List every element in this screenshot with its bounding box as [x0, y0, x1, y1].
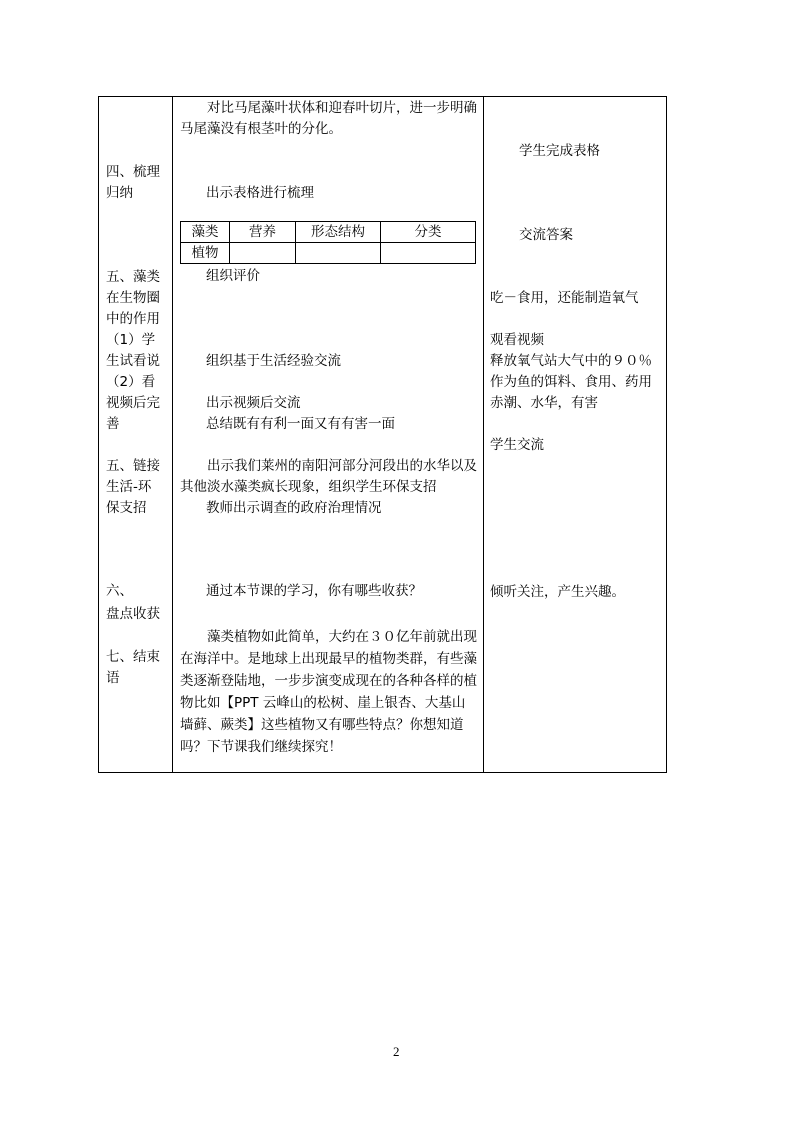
section-5-line-8: 善	[106, 416, 120, 432]
summary-header-classification: 分类	[381, 222, 476, 243]
gains-question-text: 通过本节课的学习，你有哪些收获？	[206, 583, 422, 599]
page-number: 2	[393, 1044, 400, 1059]
summary-row-header-2: 植物	[181, 243, 230, 264]
uses-text: 作为鱼的饵料、食用、药用	[490, 374, 652, 390]
column-divider-1	[172, 96, 173, 773]
section-5b-line-1: 五、链接	[106, 458, 160, 474]
organize-evaluation-text: 组织评价	[206, 268, 260, 284]
show-table-text: 出示表格进行梳理	[206, 185, 314, 201]
section-5-line-4: （1）学	[106, 332, 156, 348]
summary-cell	[381, 243, 476, 264]
section-6-line-1: 六、	[106, 583, 133, 599]
section-5-line-6: （2）看	[106, 374, 156, 390]
summary-cell	[230, 243, 296, 264]
government-survey-text: 教师出示调查的政府治理情况	[206, 500, 382, 516]
local-bloom-paragraph: 出示我们莱州的南阳河部分河段出的水华以及其他淡水藻类疯长现象，组织学生环保支招	[180, 458, 477, 495]
exchange-answers-text: 交流答案	[519, 227, 573, 243]
section-5-line-5: 生试看说	[106, 353, 160, 369]
video-discussion-text: 出示视频后交流	[206, 395, 301, 411]
section-5-line-7: 视频后完	[106, 395, 160, 411]
watch-video-text: 观看视频	[490, 332, 544, 348]
section-7-line-1: 七、结束	[106, 649, 160, 665]
student-exchange-text: 学生交流	[490, 437, 544, 453]
section-5-line-1: 五、藻类	[106, 269, 160, 285]
summary-row-header-1: 藻类	[181, 222, 230, 243]
summary-cell	[296, 243, 381, 264]
section-5b-line-2: 生活-环	[106, 479, 152, 495]
student-complete-table-text: 学生完成表格	[519, 143, 600, 159]
section-4-line-2: 归纳	[106, 185, 133, 201]
summary-header-structure: 形态结构	[296, 222, 381, 243]
harm-text: 赤潮、水华，有害	[490, 395, 598, 411]
section-6-line-2: 盘点收获	[106, 606, 160, 622]
food-oxygen-text: 吃－食用，还能制造氧气	[490, 290, 639, 306]
listen-interest-text: 倾听关注，产生兴趣。	[490, 584, 625, 600]
life-experience-text: 组织基于生活经验交流	[206, 353, 341, 369]
column-divider-2	[483, 96, 484, 773]
compare-paragraph: 对比马尾藻叶状体和迎春叶切片，进一步明确马尾藻没有根茎叶的分化。	[180, 100, 477, 137]
section-7-line-2: 语	[106, 670, 120, 686]
closing-paragraph: 藻类植物如此简单，大约在３０亿年前就出现在海洋中。是地球上出现最早的植物类群，有些藻类逐渐登陆地，一步步演变成现在的各种各样的植物比如【PPT 云峰山的松树、崖上银杏、大基山墙藓、蕨类】这些植物又有哪些特点？你想知道吗？下节课我们继续探究！	[180, 629, 477, 755]
summary-header-nutrition: 营养	[230, 222, 296, 243]
section-5b-line-3: 保支招	[106, 500, 147, 516]
section-5-line-2: 在生物圈	[106, 290, 160, 306]
section-4-line-1: 四、梳理	[106, 164, 160, 180]
summary-table	[180, 221, 476, 264]
section-5-line-3: 中的作用	[106, 311, 160, 327]
summary-pros-cons-text: 总结既有有利一面又有有害一面	[206, 416, 395, 432]
oxygen-percent-text: 释放氧气站大气中的９０％	[490, 353, 652, 369]
